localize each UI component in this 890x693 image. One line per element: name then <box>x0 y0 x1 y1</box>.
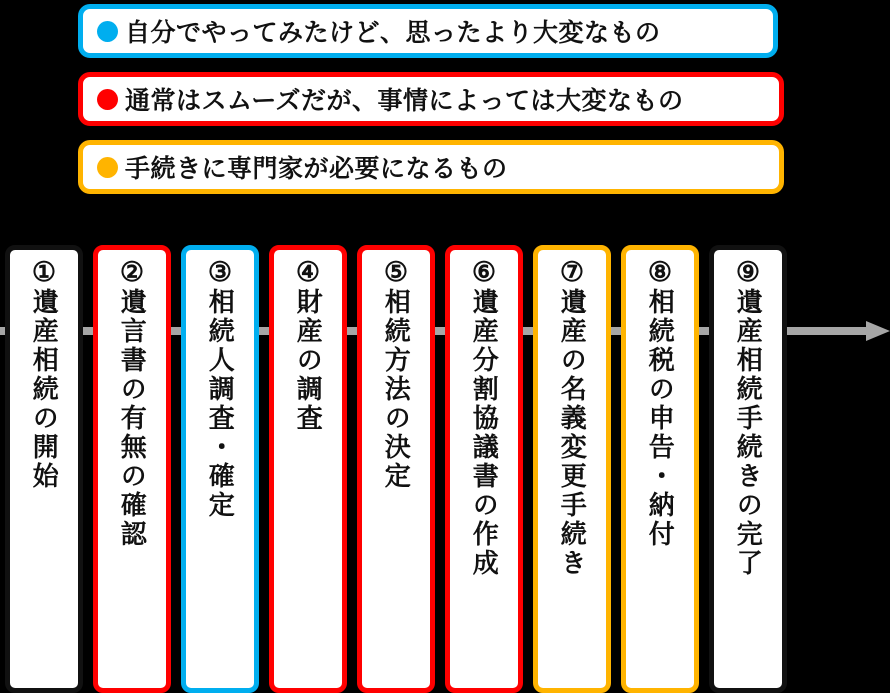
circle-marker-icon <box>97 89 118 110</box>
legend-item-gold <box>78 140 784 194</box>
circle-marker-icon <box>97 157 118 178</box>
step-4[interactable] <box>269 245 347 693</box>
step-label: 相続税の申告・納付 <box>645 288 676 550</box>
step-1[interactable] <box>5 245 83 693</box>
step-number: ② <box>119 257 145 287</box>
step-label: 財産の調査 <box>293 288 324 434</box>
step-label: 遺産分割協議書の作成 <box>469 288 500 579</box>
step-label: 遺産相続の開始 <box>29 288 60 492</box>
step-number: ④ <box>295 257 321 287</box>
circle-marker-icon <box>97 21 118 42</box>
step-2[interactable] <box>93 245 171 693</box>
step-number: ③ <box>207 257 233 287</box>
step-list <box>0 245 890 693</box>
step-label: 遺産相続手続きの完了 <box>733 288 764 579</box>
step-6[interactable] <box>445 245 523 693</box>
legend-item-red <box>78 72 784 126</box>
process-flow <box>0 245 890 693</box>
step-label: 相続方法の決定 <box>381 288 412 492</box>
step-7[interactable] <box>533 245 611 693</box>
step-label: 相続人調査・確定 <box>205 288 236 521</box>
step-number: ⑤ <box>383 257 409 287</box>
legend-item-label: 通常はスムーズだが、事情によっては大変なもの <box>125 87 684 115</box>
step-number: ⑨ <box>735 257 761 287</box>
step-number: ⑦ <box>559 257 585 287</box>
step-number: ① <box>31 257 57 287</box>
step-5[interactable] <box>357 245 435 693</box>
step-8[interactable] <box>621 245 699 693</box>
legend <box>78 0 790 208</box>
legend-item-label: 自分でやってみたけど、思ったより大変なもの <box>125 19 661 47</box>
step-label: 遺言書の有無の確認 <box>117 288 148 550</box>
legend-item-label: 手続きに専門家が必要になるもの <box>125 155 508 183</box>
step-label: 遺産の名義変更手続き <box>557 288 588 579</box>
legend-item-blue <box>78 4 778 58</box>
step-number: ⑥ <box>471 257 497 287</box>
step-9[interactable] <box>709 245 787 693</box>
step-3[interactable] <box>181 245 259 693</box>
step-number: ⑧ <box>647 257 673 287</box>
